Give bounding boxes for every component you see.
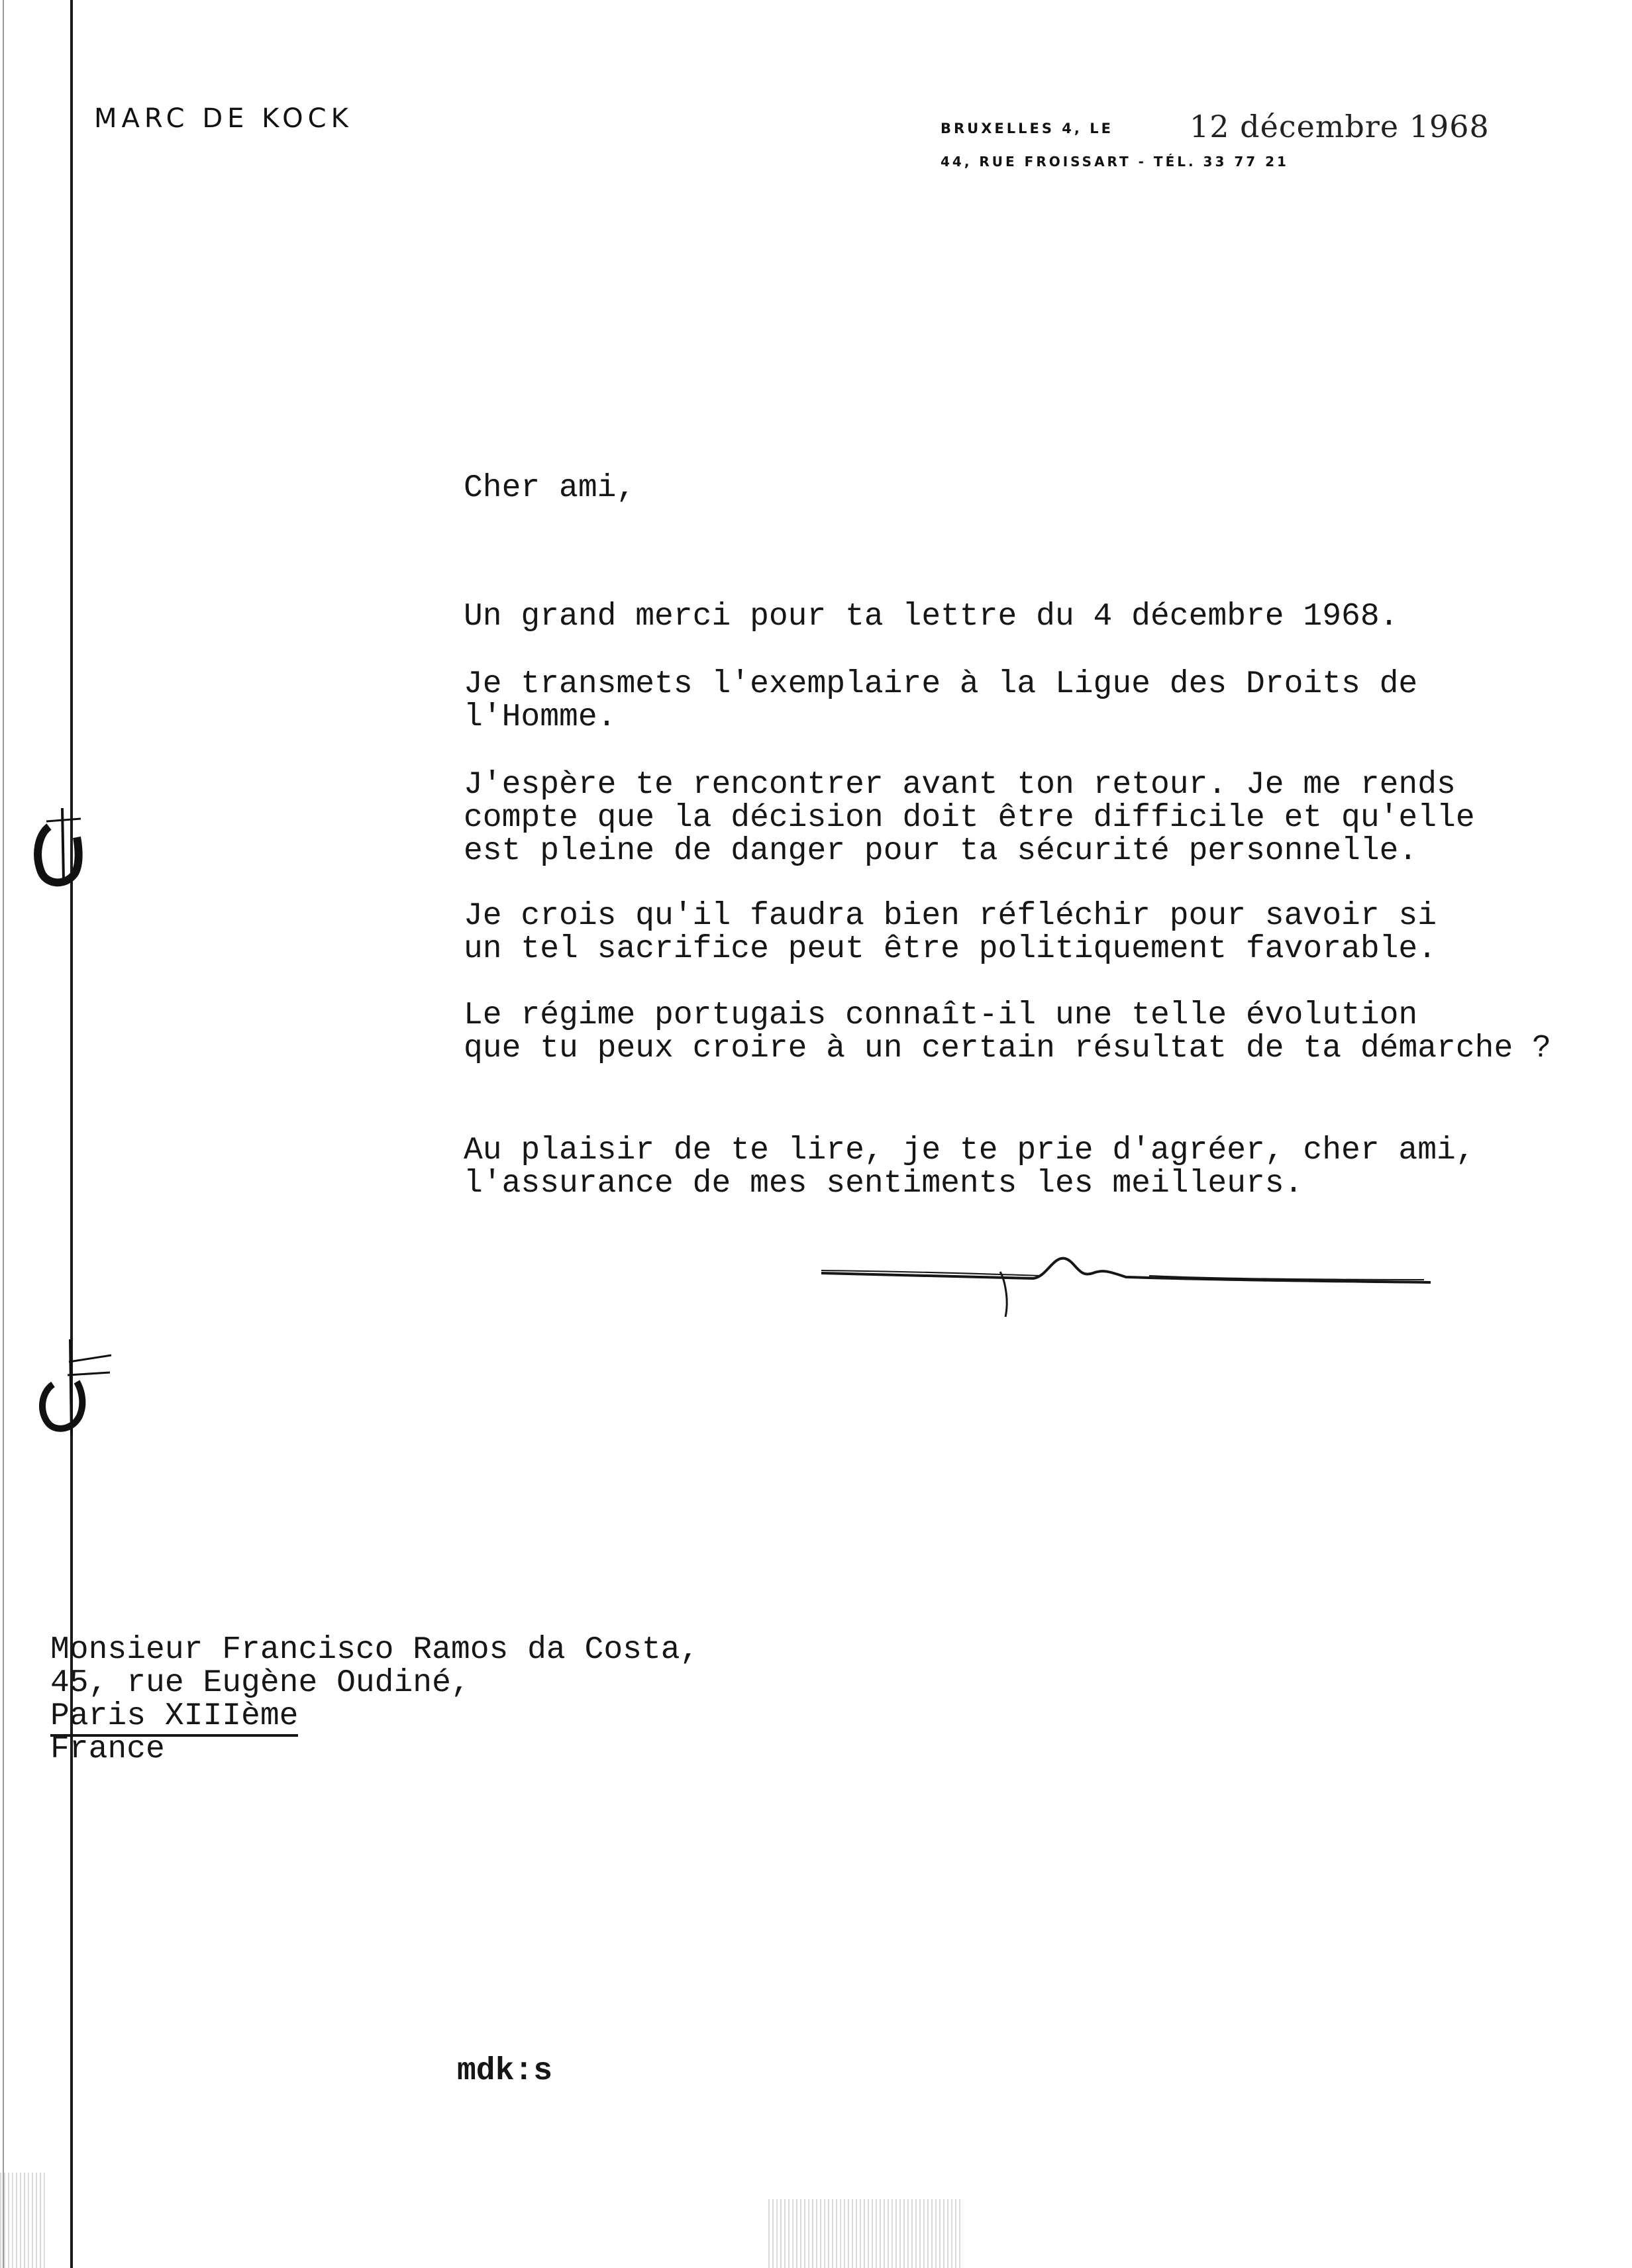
punch-hole-mark — [26, 808, 93, 894]
text-line: compte que la décision doit être difficile et qu'elle — [464, 800, 1475, 836]
text-line: Au plaisir de te lire, je te prie d'agréer, cher ami, — [464, 1133, 1475, 1168]
text-line: Un grand merci pour ta lettre du 4 décembre 1968. — [464, 599, 1399, 635]
signature — [815, 1239, 1437, 1338]
scan-noise — [768, 2199, 960, 2268]
text-line: que tu peux croire à un certain résultat de ta démarche ? — [464, 1031, 1551, 1066]
recipient-country: France — [50, 1731, 165, 1767]
paragraph — [464, 999, 1551, 1065]
text-line: Je crois qu'il faudra bien réfléchir pour savoir si — [464, 898, 1437, 934]
scan-noise — [0, 2173, 46, 2268]
text-line: Je transmets l'exemplaire à la Ligue des Droits de — [464, 666, 1418, 702]
text-line: est pleine de danger pour ta sécurité personnelle. — [464, 833, 1418, 869]
sender-name: MARC DE KOCK — [94, 103, 353, 134]
paragraph — [464, 668, 1417, 734]
text-line: l'Homme. — [464, 699, 617, 735]
letterhead-city: BRUXELLES 4, LE — [941, 121, 1113, 136]
typist-reference: mdk:s — [457, 2053, 553, 2089]
margin-line — [70, 0, 73, 2268]
paragraph — [464, 900, 1437, 966]
closing-paragraph — [464, 1134, 1475, 1200]
letterhead-address: 44, RUE FROISSART - TÉL. 33 77 21 — [941, 154, 1289, 170]
paragraph — [464, 600, 1398, 633]
recipient-name: Monsieur Francisco Ramos da Costa, — [50, 1632, 699, 1668]
paragraph — [464, 768, 1475, 868]
text-line: Le régime portugais connaît-il une telle évolution — [464, 998, 1418, 1033]
punch-hole-mark — [26, 1338, 113, 1437]
greeting: Cher ami, — [464, 470, 636, 506]
text-line: l'assurance de mes sentiments les meilleurs. — [464, 1166, 1303, 1202]
recipient-street: 45, rue Eugène Oudiné, — [50, 1665, 470, 1701]
scan-edge-line — [3, 0, 4, 2268]
recipient-city: Paris XIIIème — [50, 1698, 298, 1737]
letter-date: 12 décembre 1968 — [1190, 109, 1490, 144]
text-line: un tel sacrifice peut être politiquement favorable. — [464, 931, 1437, 967]
text-line: J'espère te rencontrer avant ton retour. Je me rends — [464, 767, 1456, 803]
recipient-address — [50, 1633, 699, 1766]
